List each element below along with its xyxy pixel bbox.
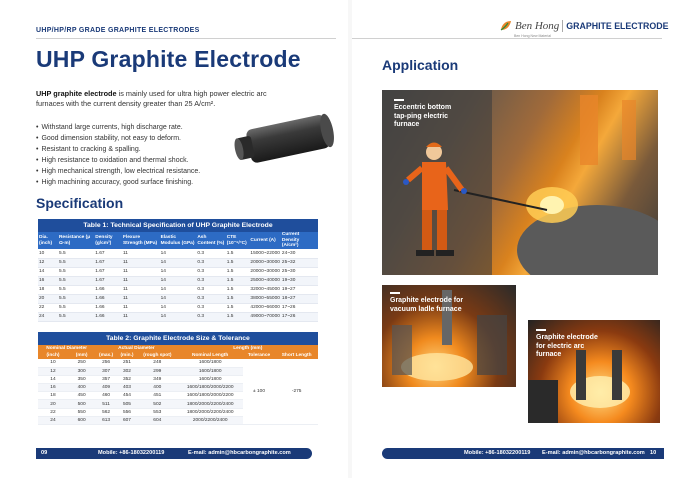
table-cell: 1600/1800 [178, 375, 243, 383]
short-length-cell: -275 [275, 359, 318, 425]
table-cell: 1.66 [94, 312, 122, 321]
table-cell: 1.5 [226, 312, 250, 321]
logo-divider [562, 20, 563, 32]
table-cell: 0.3 [196, 249, 225, 258]
table-cell: 454 [117, 392, 137, 400]
table-cell: 11 [122, 285, 160, 294]
table-cell: 5.5 [58, 267, 94, 276]
logo-brand: Ben Hong [515, 20, 560, 32]
table-cell: 299 [137, 367, 178, 375]
table-cell: 250 [68, 359, 95, 367]
leaf-logo-icon [500, 20, 512, 32]
table-cell: 20 [38, 294, 58, 303]
table-cell: 1.5 [226, 285, 250, 294]
table-cell: 1.67 [94, 249, 122, 258]
table-cell: 20 [38, 400, 68, 408]
table-header-row [38, 232, 318, 249]
feature-item: • Resistant to cracking & spalling. [36, 144, 236, 155]
table-cell: 25~32 [281, 258, 318, 267]
table-cell: 12 [38, 258, 58, 267]
table-cell: 256 [95, 359, 117, 367]
table-cell: 20000~30000 [250, 269, 280, 274]
table-cell: 49000~70000 [250, 314, 280, 319]
table-row [38, 285, 318, 294]
table-cell: 450 [68, 392, 95, 400]
table-cell: 500 [68, 400, 95, 408]
table-row [38, 267, 318, 276]
section-header: UHP/HP/RP GRADE GRAPHITE ELECTRODES [36, 27, 200, 34]
photo-caption: Graphite electrode for vacuum ladle furnace [390, 297, 464, 313]
table-header-cell: Density (g/cm³) [94, 232, 122, 249]
table-header-cell: CTE (10⁻⁶/°C) [226, 232, 250, 249]
electric-arc-furnace-photo [528, 320, 660, 423]
table-cell: 562 [95, 408, 117, 416]
company-logo [500, 20, 669, 38]
table-header-cell: Flexure Strength (MPa) [122, 232, 160, 249]
technical-spec-table [38, 232, 318, 322]
table-cell: 409 [95, 384, 117, 392]
table-cell: 505 [117, 400, 137, 408]
table-cell: 11 [122, 249, 160, 258]
table-header-cell: Short Length [275, 352, 318, 359]
footer-email: E-mail: admin@hbcarbongraphite.com [188, 450, 291, 456]
table-cell: 460 [95, 392, 117, 400]
table-cell: 12 [38, 367, 68, 375]
table-cell: 2000/2200/2400 [178, 416, 243, 424]
feature-item: • High resistance to oxidation and thermal shock. [36, 155, 236, 166]
table-cell: 19~27 [281, 285, 318, 294]
feature-item: • Withstand large currents, high discharge rate. [36, 122, 236, 133]
table-header-cell: Dia. (inch) [38, 232, 58, 249]
specification-heading: Specification [36, 195, 124, 211]
table-header-cell: (min.) [117, 352, 137, 359]
left-page [0, 0, 348, 478]
table-row [38, 249, 318, 258]
table1-caption: Table 1: Technical Specification of UHP Graphite Electrode [38, 219, 318, 232]
table-header-cell: Resistance (μ Ω·m) [58, 232, 94, 249]
table-header-cell: Nominal Diameter [38, 345, 95, 352]
table-cell: 607 [117, 416, 137, 424]
feature-item: • High mechanical strength, low electrical resistance. [36, 166, 236, 177]
table-cell: 300 [68, 367, 95, 375]
table-cell: 556 [117, 408, 137, 416]
logo-product: GRAPHITE ELECTRODE [566, 21, 669, 31]
table-cell: 511 [95, 400, 117, 408]
table-cell: 1.67 [94, 258, 122, 267]
table-cell: 5.5 [58, 249, 94, 258]
table-cell: 553 [137, 408, 178, 416]
table-cell: 14 [160, 294, 197, 303]
table-cell: 14 [160, 276, 197, 285]
table-header-cell: Actual Diameter [95, 345, 177, 352]
table-cell: 5.5 [58, 258, 94, 267]
table-cell: 400 [68, 384, 95, 392]
table-cell: 502 [137, 400, 178, 408]
table-cell: 550 [68, 408, 95, 416]
table-cell: 1.66 [94, 294, 122, 303]
table-cell: 24 [38, 312, 58, 321]
intro-bold: UHP graphite electrode [36, 89, 117, 98]
table-cell: 18 [38, 392, 68, 400]
feature-item: • Good dimension stability, not easy to deform. [36, 133, 236, 144]
table-cell: 5.5 [58, 303, 94, 312]
graphite-electrode-image [232, 108, 342, 170]
table-cell: 16 [38, 384, 68, 392]
table-cell: 14 [160, 285, 197, 294]
table-cell: 352 [117, 375, 137, 383]
footer-mobile: Mobile: +86-18032200119 [464, 450, 531, 456]
table-cell: 18 [38, 285, 58, 294]
table-cell: 1.5 [226, 294, 250, 303]
table-cell: 15000~22000 [249, 249, 280, 258]
table-cell: 14 [160, 312, 197, 321]
table-header-cell: Ash Content (%) [196, 232, 225, 249]
table-cell: 1600/1800/2000/2200 [178, 384, 243, 392]
table-cell: 1.67 [94, 276, 122, 285]
table-header-cell: Current Density (A/cm²) [281, 232, 318, 249]
table-cell: 0.3 [196, 267, 225, 276]
table-cell: 11 [122, 258, 160, 267]
table-cell: 302 [117, 367, 137, 375]
page-number: 10 [650, 450, 657, 456]
table-cell: 32000~45000 [250, 287, 280, 292]
table-cell: 403 [117, 384, 137, 392]
table-cell: 14 [38, 267, 58, 276]
intro-text: is mainly used for ultra high power electric arc furnaces with the current density greater than 25 A/cm². [36, 89, 267, 108]
header-divider [36, 38, 336, 39]
table-header-cell: Elastic Modulus (GPa) [160, 232, 197, 249]
table-header-cell: (mm) [68, 352, 95, 359]
footer-mobile: Mobile: +86-18032200119 [98, 450, 165, 456]
table-cell: 11 [122, 267, 160, 276]
table-cell: 25000~40000 [250, 278, 280, 283]
table-cell: 0.3 [196, 285, 225, 294]
table-cell: 1600/1800 [178, 367, 243, 375]
table-cell: 11 [122, 312, 160, 321]
size-tolerance-table [38, 345, 318, 425]
table-cell: 11 [122, 276, 160, 285]
table-cell: 251 [117, 359, 137, 367]
footer-email: E-mail: admin@hbcarbongraphite.com [542, 450, 645, 456]
table-cell: 18~27 [281, 294, 318, 303]
header-divider [352, 38, 662, 39]
table-cell: 14 [160, 249, 197, 258]
table-cell: 1.5 [226, 267, 250, 276]
table-header-cell: Current (A) [249, 232, 280, 249]
table-header-cell: Length (mm) [178, 345, 318, 352]
photo-caption: Eccentric bottom tap-ping electric furnace [394, 104, 458, 130]
table-cell: 1800/2000/2200/2400 [178, 400, 243, 408]
table-cell: 24~30 [281, 249, 318, 258]
table-row [38, 258, 318, 267]
table-cell: 451 [137, 392, 178, 400]
table-cell: 1.5 [226, 258, 250, 267]
table-cell: 0.3 [196, 303, 225, 312]
table-cell: 0.3 [196, 276, 225, 285]
technical-spec-body [38, 249, 318, 321]
table-cell: 600 [68, 416, 95, 424]
table-header-row [38, 352, 318, 359]
eccentric-furnace-photo [382, 90, 658, 275]
table-row [38, 312, 318, 321]
table-cell: 17~26 [281, 312, 318, 321]
table-cell: 357 [95, 375, 117, 383]
footer-bar [36, 448, 312, 459]
table-cell: 14 [160, 303, 197, 312]
table-cell: 14 [160, 258, 197, 267]
table-cell: 14 [38, 375, 68, 383]
page-number: 09 [41, 450, 48, 456]
table-cell: 20000~30000 [250, 260, 280, 265]
size-tolerance-body [38, 359, 318, 425]
table-cell: 22 [38, 408, 68, 416]
table-cell: 17~26 [281, 303, 318, 312]
feature-item: • High machining accuracy, good surface finishing. [36, 177, 236, 188]
table-row [38, 276, 318, 285]
table-cell: 14 [160, 267, 197, 276]
table-cell: 42000~66000 [250, 305, 280, 310]
table2-caption: Table 2: Graphite Electrode Size & Tolerance [38, 332, 318, 345]
table-cell: 16 [38, 276, 58, 285]
table-cell: 1600/1800 [178, 359, 243, 367]
table-cell: 24 [38, 416, 68, 424]
table-cell: 1600/1800/2000/2200 [178, 392, 243, 400]
table-cell: 1.5 [226, 249, 250, 258]
table-cell: 11 [122, 294, 160, 303]
feature-list [36, 122, 236, 188]
table-cell: 1.5 [226, 276, 250, 285]
table-cell: 307 [95, 367, 117, 375]
logo-tagline: Ben Hong New Material [514, 34, 551, 38]
table-cell: 19~30 [281, 276, 318, 285]
table-cell: 1.67 [94, 267, 122, 276]
table-cell: 5.5 [58, 294, 94, 303]
table-header-cell: (max.) [95, 352, 117, 359]
photo-caption: Graphite electrode for electric arc furnace [536, 334, 606, 360]
tolerance-cell: ± 100 [243, 359, 276, 425]
table-header-cell: (inch) [38, 352, 68, 359]
table-row [38, 359, 318, 367]
table-cell: 25~30 [281, 267, 318, 276]
intro-paragraph [36, 89, 276, 109]
table-cell: 5.5 [58, 312, 94, 321]
table-cell: 400 [137, 384, 178, 392]
table-header-cell: Nominal Length [178, 352, 243, 359]
table-cell: 1.66 [94, 285, 122, 294]
table-row [38, 303, 318, 312]
table-cell: 38000~55000 [250, 296, 280, 301]
table-cell: 0.3 [196, 294, 225, 303]
table-cell: 11 [122, 303, 160, 312]
table-cell: 1.5 [226, 303, 250, 312]
table-cell: 10 [38, 359, 68, 367]
table-cell: 5.5 [58, 285, 94, 294]
table-row [38, 294, 318, 303]
table-cell: 1800/2000/2200/2400 [178, 408, 243, 416]
table-cell: 248 [137, 359, 178, 367]
table-cell: 5.5 [58, 276, 94, 285]
page-title: UHP Graphite Electrode [36, 46, 301, 72]
application-heading: Application [382, 57, 459, 73]
table-cell: 613 [95, 416, 117, 424]
table-cell: 0.3 [196, 258, 225, 267]
table-cell: 22 [38, 303, 58, 312]
table-cell: 350 [68, 375, 95, 383]
table-cell: 604 [137, 416, 178, 424]
table-group-header-row [38, 345, 318, 352]
footer-bar [382, 448, 664, 459]
table-cell: 0.3 [196, 312, 225, 321]
table-cell: 1.66 [94, 303, 122, 312]
right-page [352, 0, 700, 478]
table-header-cell: Tolerance [243, 352, 276, 359]
table-header-cell: (rough spot) [137, 352, 178, 359]
table-cell: 349 [137, 375, 178, 383]
vacuum-ladle-furnace-photo [382, 285, 516, 387]
table-cell: 10 [38, 249, 58, 258]
